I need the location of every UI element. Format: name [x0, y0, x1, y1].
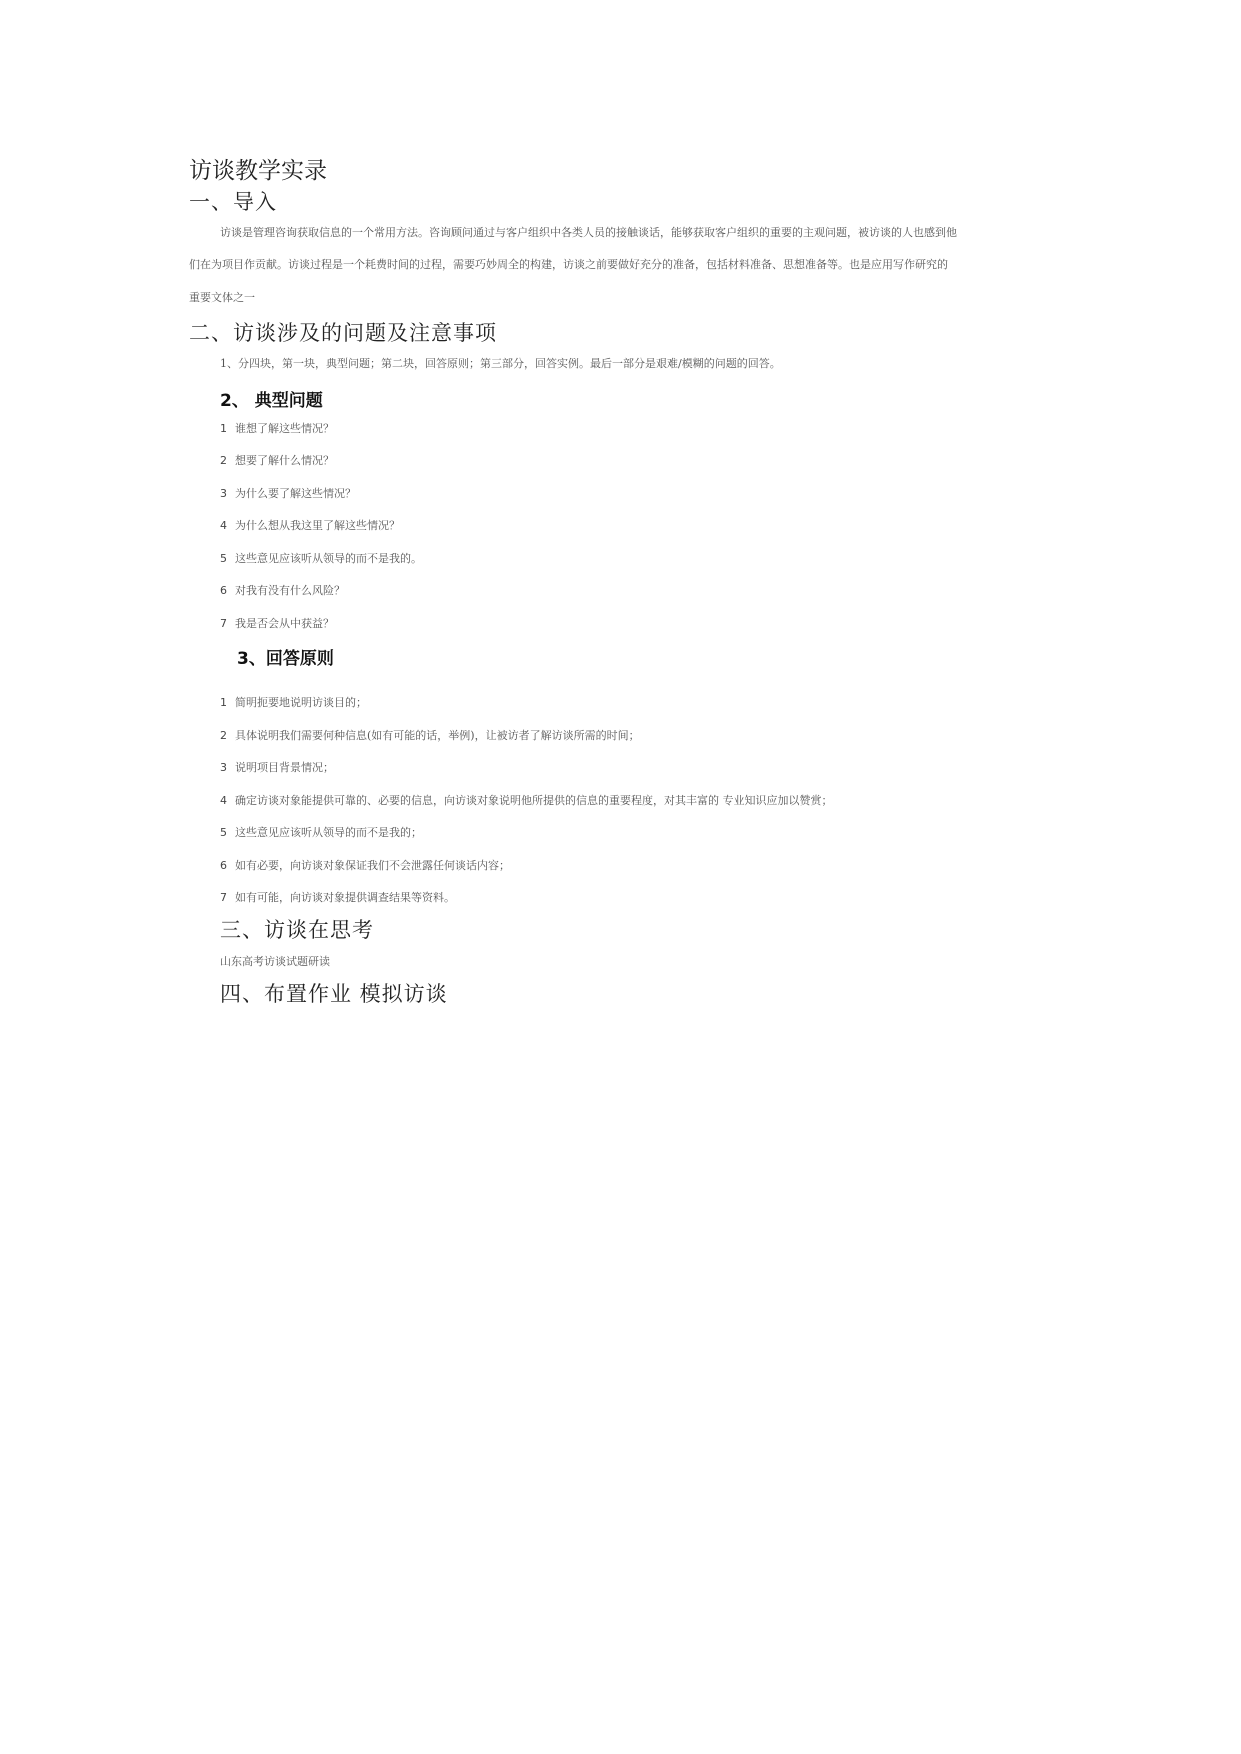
section-1-paragraph-line-2: 们在为项目作贡献。访谈过程是一个耗费时间的过程，需要巧妙周全的构建，访谈之前要做好充分的准备，包括材料准备、思想准备等。也是应用写作研究的 — [189, 258, 948, 271]
section-3-text: 山东高考访谈试题研读 — [220, 955, 330, 968]
list-item: 1 简明扼要地说明访谈目的； — [220, 696, 367, 709]
list-item: 2 具体说明我们需要何种信息(如有可能的话，举例)，让被访者了解访谈所需的时间； — [220, 729, 640, 742]
list-item: 5 这些意见应该听从领导的而不是我的； — [220, 826, 422, 839]
subsection-2-heading: 2、 典型问题 — [220, 391, 323, 411]
document-title: 访谈教学实录 — [189, 158, 327, 184]
list-item: 7 如有可能，向访谈对象提供调查结果等资料。 — [220, 891, 455, 904]
section-4-heading: 四、布置作业 模拟访谈 — [220, 982, 448, 1006]
list-item: 7 我是否会从中获益？ — [220, 617, 334, 630]
section-2-point-1: 1、分四块，第一块，典型问题；第二块，回答原则；第三部分，回答实例。最后一部分是艰难/模糊的问题的回答。 — [220, 357, 781, 370]
list-item: 2 想要了解什么情况？ — [220, 454, 334, 467]
section-3-heading: 三、访谈在思考 — [220, 918, 374, 942]
list-item: 1 谁想了解这些情况？ — [220, 422, 334, 435]
list-item: 6 如有必要，向访谈对象保证我们不会泄露任何谈话内容； — [220, 859, 510, 872]
section-1-paragraph-line-3: 重要文体之一 — [189, 291, 255, 304]
list-item: 4 为什么想从我这里了解这些情况？ — [220, 519, 400, 532]
list-item: 5 这些意见应该听从领导的而不是我的。 — [220, 552, 422, 565]
list-item: 3 为什么要了解这些情况？ — [220, 487, 356, 500]
subsection-3-heading: 3、回答原则 — [237, 649, 334, 669]
list-item: 4 确定访谈对象能提供可靠的、必要的信息，向访谈对象说明他所提供的信息的重要程度，对其丰富的 专业知识应加以赞赏； — [220, 794, 833, 807]
list-item: 6 对我有没有什么风险？ — [220, 584, 345, 597]
section-1-heading: 一、导入 — [189, 190, 277, 214]
section-1-paragraph-line-1: 访谈是管理咨询获取信息的一个常用方法。咨询顾问通过与客户组织中各类人员的接触谈话，能够获取客户组织的重要的主观问题，被访谈的人也感到他 — [220, 226, 957, 239]
list-item: 3 说明项目背景情况； — [220, 761, 334, 774]
section-2-heading: 二、访谈涉及的问题及注意事项 — [189, 321, 497, 345]
